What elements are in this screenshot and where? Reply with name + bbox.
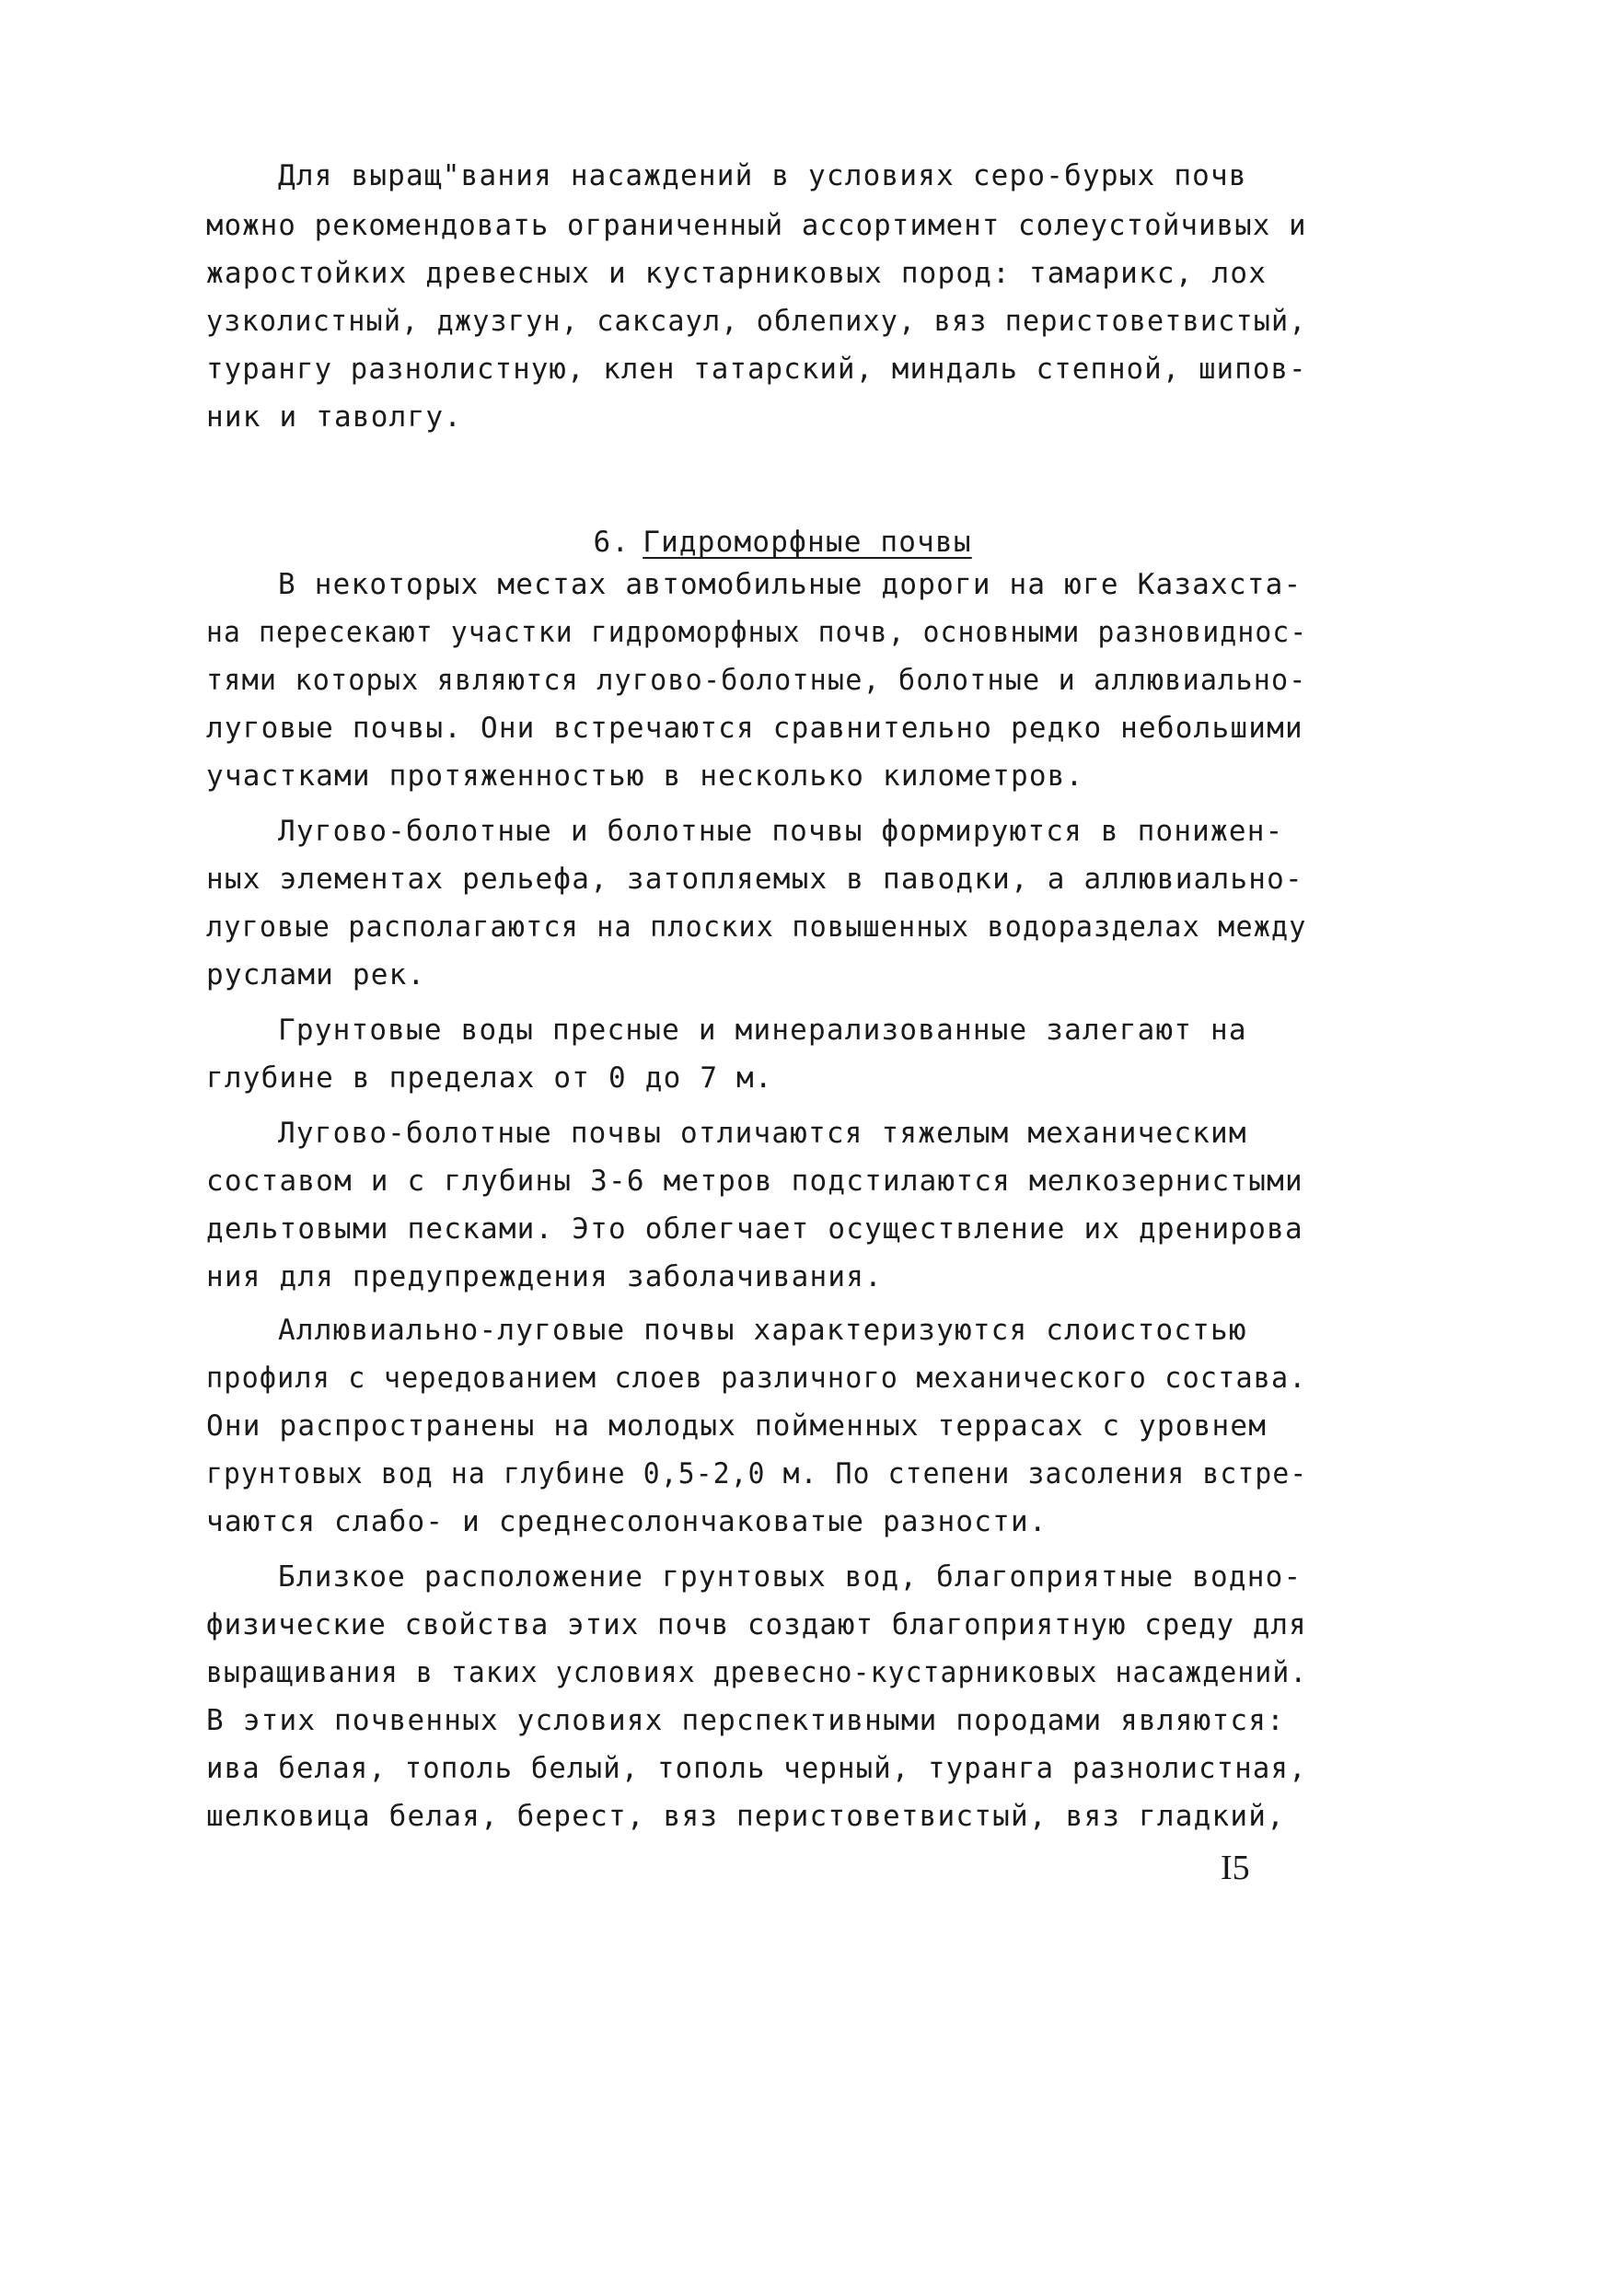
text-line: узколистный, джузгун, саксаул, облепиху, вяз перистоветвистый, <box>206 305 1307 338</box>
text-line: В этих почвенных условиях перспективными породами являются: <box>206 1704 1285 1737</box>
section-number: 6. <box>593 526 631 559</box>
text-line: выращивания в таких условиях древесно-кустарниковых насаждений. <box>206 1656 1308 1689</box>
text-line: физические свойства этих почв создают благоприятную среду для <box>206 1608 1307 1641</box>
text-line: Лугово-болотные и болотные почвы формируются в понижен- <box>278 815 1284 848</box>
page-number: I5 <box>1221 1849 1250 1887</box>
text-line: можно рекомендовать ограниченный ассортимент солеустойчивых и <box>206 209 1307 242</box>
text-line: Грунтовые воды пресные и минерализованные залегают на <box>278 1014 1247 1047</box>
text-line: В некоторых местах автомобильные дороги на юге Казахста- <box>278 568 1303 601</box>
section-title: Гидроморфные почвы <box>643 526 972 559</box>
text-line: Близкое расположение грунтовых вод, благоприятные водно- <box>278 1560 1303 1594</box>
text-line: жаростойких древесных и кустарниковых пород: тамарикс, лох <box>206 257 1268 290</box>
text-line: Лугово-болотные почвы отличаются тяжелым механическим <box>278 1117 1247 1150</box>
text-line: участками протяженностью в несколько километров. <box>206 760 1084 793</box>
text-line: луговые располагаются на плоских повышенных водоразделах между <box>206 910 1307 944</box>
text-line: составом и с глубины 3-6 метров подстилаются мелкозернистыми <box>206 1165 1303 1198</box>
text-line: на пересекают участки гидроморфных почв, основными разновиднос- <box>206 616 1308 649</box>
text-line: ник и таволгу. <box>206 400 463 434</box>
text-line: луговые почвы. Они встречаются сравнительно редко небольшими <box>206 712 1303 745</box>
text-line: ива белая, тополь белый, тополь черный, туранга разнолистная, <box>206 1752 1307 1785</box>
text-line: профиля с чередованием слоев различного механического состава. <box>206 1362 1307 1395</box>
text-line: руслами рек. <box>206 958 426 991</box>
text-line: шелковица белая, берест, вяз перистоветвистый, вяз гладкий, <box>206 1800 1285 1833</box>
text-line: турангу разнолистную, клен татарский, миндаль степной, шипов- <box>206 353 1307 386</box>
text-line: ных элементах рельефа, затопляемых в паводки, а аллювиально- <box>206 863 1303 896</box>
text-line: дельтовыми песками. Это облегчает осуществление их дренирова <box>206 1212 1303 1246</box>
text-line: грунтовых вод на глубине 0,5-2,0 м. По степени засоления встре- <box>206 1457 1308 1490</box>
text-line: ния для предупреждения заболачивания. <box>206 1260 883 1293</box>
text-line: глубине в пределах от 0 до 7 м. <box>206 1061 773 1095</box>
text-line: Аллювиально-луговые почвы характеризуются слоистостью <box>278 1314 1247 1347</box>
text-line: тями которых являются лугово-болотные, болотные и аллювиально- <box>206 664 1307 697</box>
text-line: Для выращ"вания насаждений в условиях серо-бурых почв <box>278 159 1247 192</box>
text-line: чаются слабо- и среднесолончаковатые разности. <box>206 1505 1048 1538</box>
text-line: Они распространены на молодых пойменных террасах с уровнем <box>206 1409 1268 1443</box>
